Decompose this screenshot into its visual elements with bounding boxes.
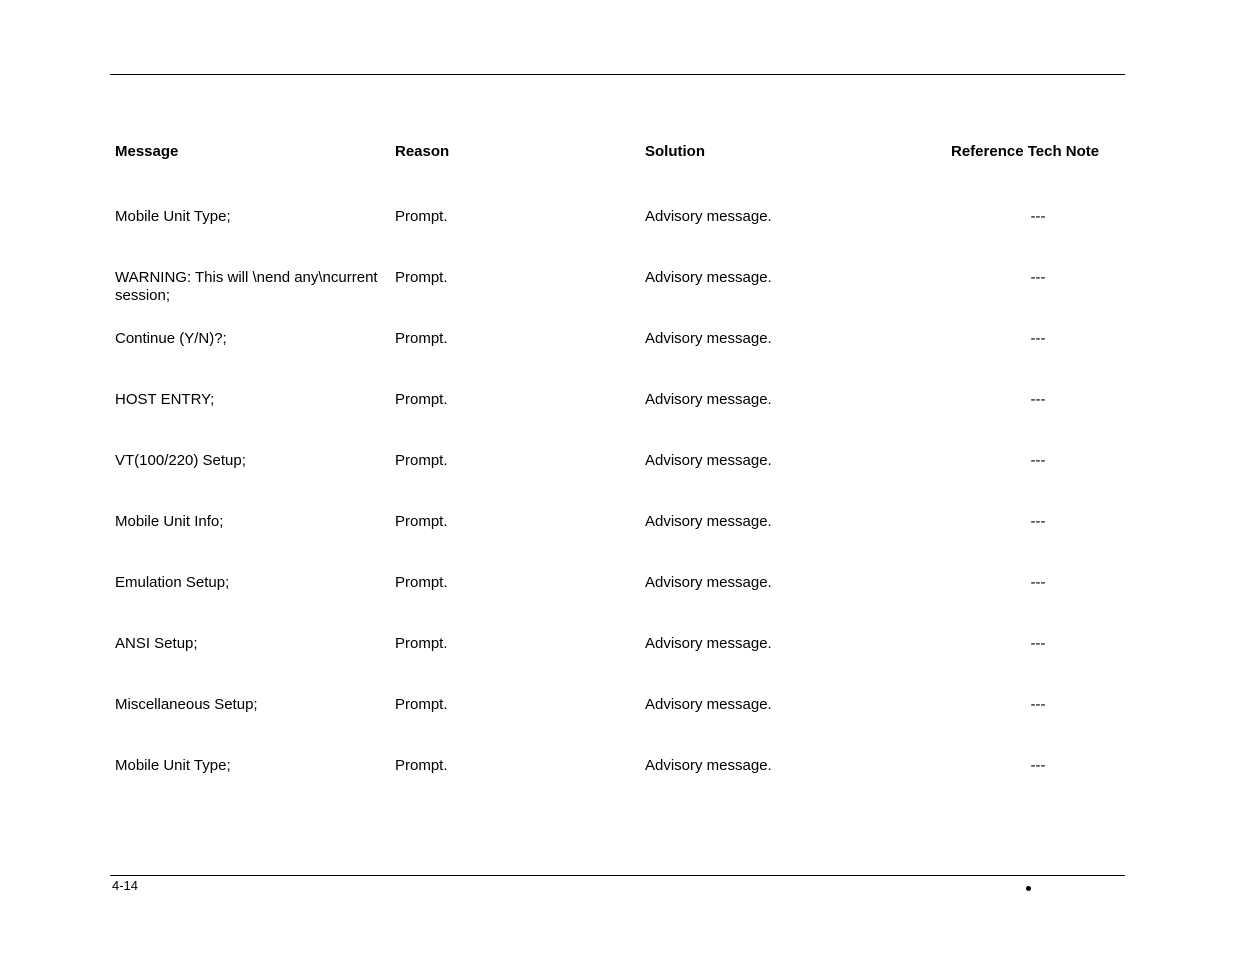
table-row <box>110 192 1125 253</box>
cell-reference: --- <box>1030 513 1046 530</box>
table-row <box>110 314 1125 375</box>
footer-rule <box>110 875 1125 876</box>
cell-reason: Prompt. <box>395 513 448 530</box>
table-row <box>110 436 1125 497</box>
cell-message: WARNING: This will \nend any\ncurrent session; <box>115 269 378 304</box>
cell-message: Emulation Setup; <box>115 574 230 591</box>
cell-reference: --- <box>1030 757 1046 774</box>
cell-reason: Prompt. <box>395 391 448 408</box>
cell-solution: Advisory message. <box>645 635 772 652</box>
page-number: 4-14 <box>112 878 139 893</box>
table-row <box>110 497 1125 558</box>
table-row <box>110 741 1125 802</box>
cell-message: Mobile Unit Type; <box>115 208 231 225</box>
cell-solution: Advisory message. <box>645 452 772 469</box>
cell-message: Continue (Y/N)?; <box>115 330 227 347</box>
cell-solution: Advisory message. <box>645 757 772 774</box>
table-header-row <box>110 130 1125 192</box>
header-message: Message <box>115 143 179 160</box>
cell-message: Mobile Unit Type; <box>115 757 231 774</box>
cell-solution: Advisory message. <box>645 208 772 225</box>
cell-reference: --- <box>1030 574 1046 591</box>
cell-reason: Prompt. <box>395 757 448 774</box>
cell-reference: --- <box>1030 208 1046 225</box>
cell-solution: Advisory message. <box>645 391 772 408</box>
cell-message: Mobile Unit Info; <box>115 513 224 530</box>
cell-reason: Prompt. <box>395 696 448 713</box>
table-row <box>110 253 1125 314</box>
cell-solution: Advisory message. <box>645 269 772 286</box>
cell-solution: Advisory message. <box>645 513 772 530</box>
header-rule <box>110 74 1125 75</box>
cell-reference: --- <box>1030 391 1046 408</box>
cell-solution: Advisory message. <box>645 574 772 591</box>
header-solution: Solution <box>645 143 705 160</box>
cell-reference: --- <box>1030 696 1046 713</box>
header-reference-tech-note: Reference Tech Note <box>951 143 1100 160</box>
cell-reason: Prompt. <box>395 208 448 225</box>
cell-reason: Prompt. <box>395 330 448 347</box>
cell-message: ANSI Setup; <box>115 635 198 652</box>
cell-solution: Advisory message. <box>645 330 772 347</box>
table-row <box>110 558 1125 619</box>
cell-reason: Prompt. <box>395 452 448 469</box>
table-row <box>110 680 1125 741</box>
messages-table <box>110 130 1125 802</box>
cell-message: VT(100/220) Setup; <box>115 452 246 469</box>
cell-reason: Prompt. <box>395 574 448 591</box>
cell-message: Miscellaneous Setup; <box>115 696 258 713</box>
cell-reference: --- <box>1030 635 1046 652</box>
cell-reason: Prompt. <box>395 635 448 652</box>
cell-reference: --- <box>1030 330 1046 347</box>
cell-reference: --- <box>1030 269 1046 286</box>
table-row <box>110 375 1125 436</box>
table-row <box>110 619 1125 680</box>
cell-message: HOST ENTRY; <box>115 391 215 408</box>
cell-reason: Prompt. <box>395 269 448 286</box>
cell-solution: Advisory message. <box>645 696 772 713</box>
cell-reference: --- <box>1030 452 1046 469</box>
footer-bullet-icon <box>1026 886 1031 891</box>
header-reason: Reason <box>395 143 450 160</box>
